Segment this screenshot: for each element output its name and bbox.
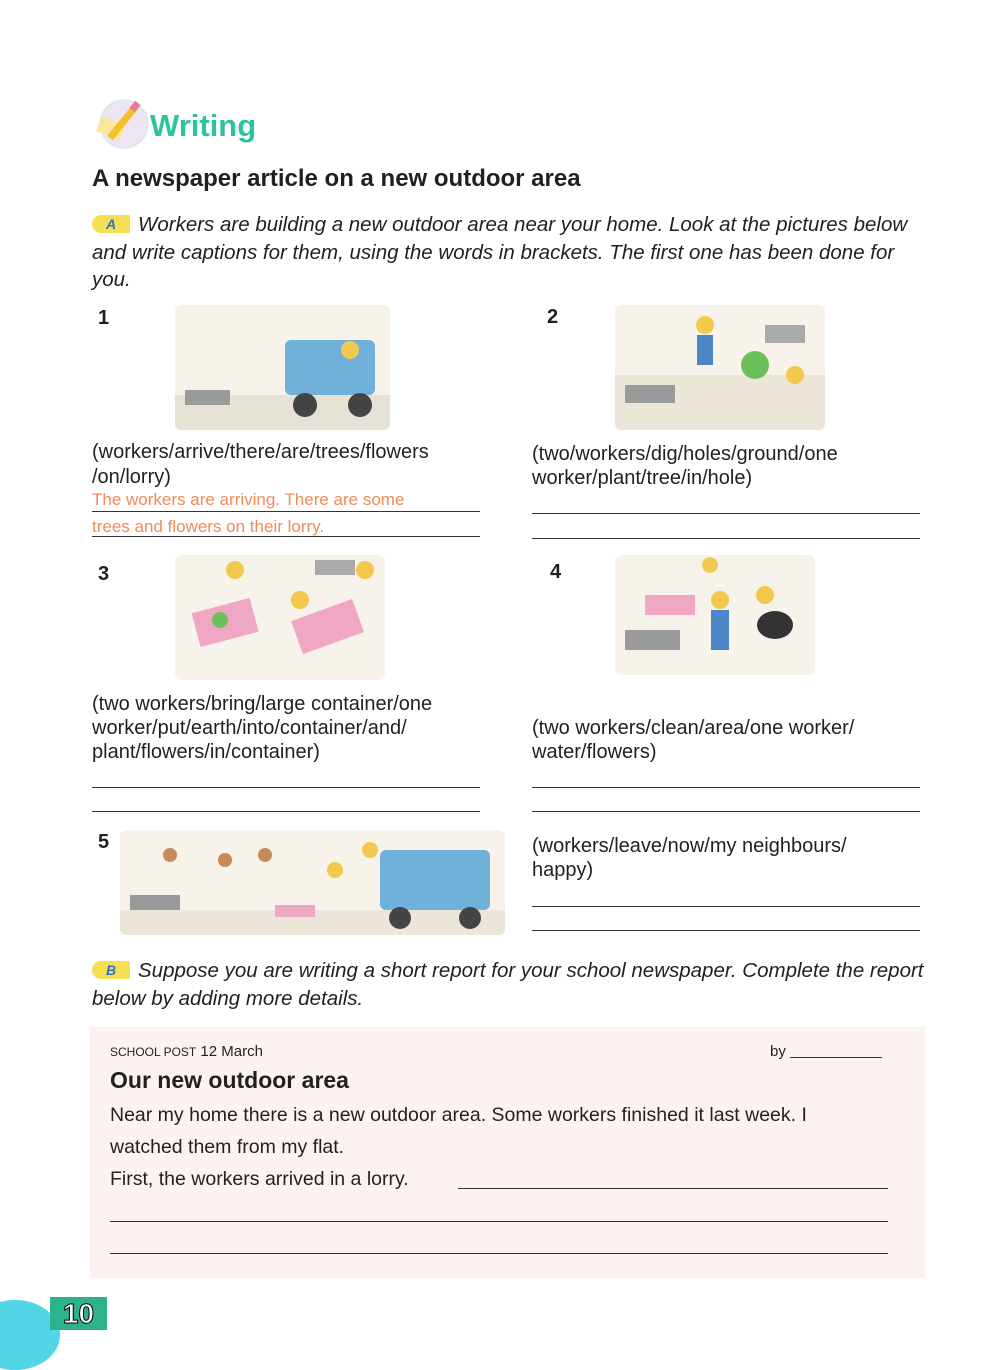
report-title: Our new outdoor area [110, 1067, 349, 1093]
answer-line[interactable] [532, 513, 920, 514]
item-number: 1 [98, 307, 110, 329]
answer-line[interactable] [92, 811, 480, 812]
picture-workers-arriving-lorry [175, 305, 390, 430]
byline [770, 1043, 882, 1060]
section-title: Writing [150, 108, 257, 143]
answer-line[interactable] [92, 511, 480, 512]
report-date: 12 March [200, 1043, 263, 1060]
caption-5-line-1: (workers/leave/now/my neighbours/ [532, 835, 847, 857]
answer-line[interactable] [92, 787, 480, 788]
author-blank[interactable] [790, 1057, 882, 1058]
answer-line[interactable] [532, 538, 920, 539]
report-answer-line[interactable] [458, 1188, 888, 1189]
item-number: 4 [550, 561, 562, 583]
page-number: 10 [50, 1297, 107, 1330]
item-number: 2 [547, 306, 559, 328]
answer-line[interactable] [532, 811, 920, 812]
caption-2-line-2: worker/plant/tree/in/hole) [532, 467, 753, 489]
item-number: 5 [98, 831, 110, 853]
report-body-line-2: watched them from my flat. [110, 1136, 345, 1158]
caption-3-line-2: worker/put/earth/into/container/and/ [92, 717, 407, 739]
by-label: by [770, 1043, 786, 1060]
caption-1-line-1: (workers/arrive/there/are/trees/flowers [92, 441, 429, 463]
report-box [90, 1027, 925, 1278]
instruction-a-text: Workers are building a new outdoor area near your home. Look at the pictures below and write captions for them, using the words in brackets. The first one has been done for you. [92, 213, 908, 291]
caption-3-line-3: plant/flowers/in/container) [92, 741, 320, 763]
answer-line[interactable] [532, 930, 920, 931]
caption-2-line-1: (two/workers/dig/holes/ground/one [532, 443, 838, 465]
sample-answer-line-2: trees and flowers on their lorry. [92, 517, 325, 536]
instruction-b-text: Suppose you are writing a short report for your school newspaper. Complete the report below by adding more details. [92, 959, 924, 1010]
page-heading: A newspaper article on a new outdoor area [92, 165, 581, 192]
badge-a: A [92, 215, 130, 233]
report-answer-line[interactable] [110, 1221, 888, 1222]
report-body-line-1: Near my home there is a new outdoor area. Some workers finished it last week. I [110, 1104, 807, 1126]
report-answer-line[interactable] [110, 1253, 888, 1254]
answer-line[interactable] [532, 906, 920, 907]
report-body-line-3: First, the workers arrived in a lorry. [110, 1168, 409, 1190]
caption-4-line-1: (two workers/clean/area/one worker/ [532, 717, 855, 739]
writing-icon [92, 98, 148, 150]
report-dateline [110, 1043, 263, 1060]
masthead: SCHOOL POST [110, 1045, 197, 1059]
picture-workers-digging-planting [615, 305, 825, 430]
picture-workers-container-flowers [175, 555, 385, 680]
sample-answer-line-1: The workers are arriving. There are some [92, 490, 405, 509]
answer-line[interactable] [532, 787, 920, 788]
item-number: 3 [98, 563, 110, 585]
caption-4-line-2: water/flowers) [532, 741, 657, 763]
caption-5-line-2: happy) [532, 859, 594, 881]
caption-3-line-1: (two workers/bring/large container/one [92, 693, 433, 715]
instruction-a [92, 211, 927, 294]
instruction-b [92, 957, 927, 1012]
picture-workers-leaving-neighbours-happy [120, 830, 505, 935]
answer-line[interactable] [92, 536, 480, 537]
caption-1-line-2: /on/lorry) [92, 466, 171, 488]
picture-workers-cleaning-watering [615, 555, 815, 675]
badge-b: B [92, 961, 130, 979]
